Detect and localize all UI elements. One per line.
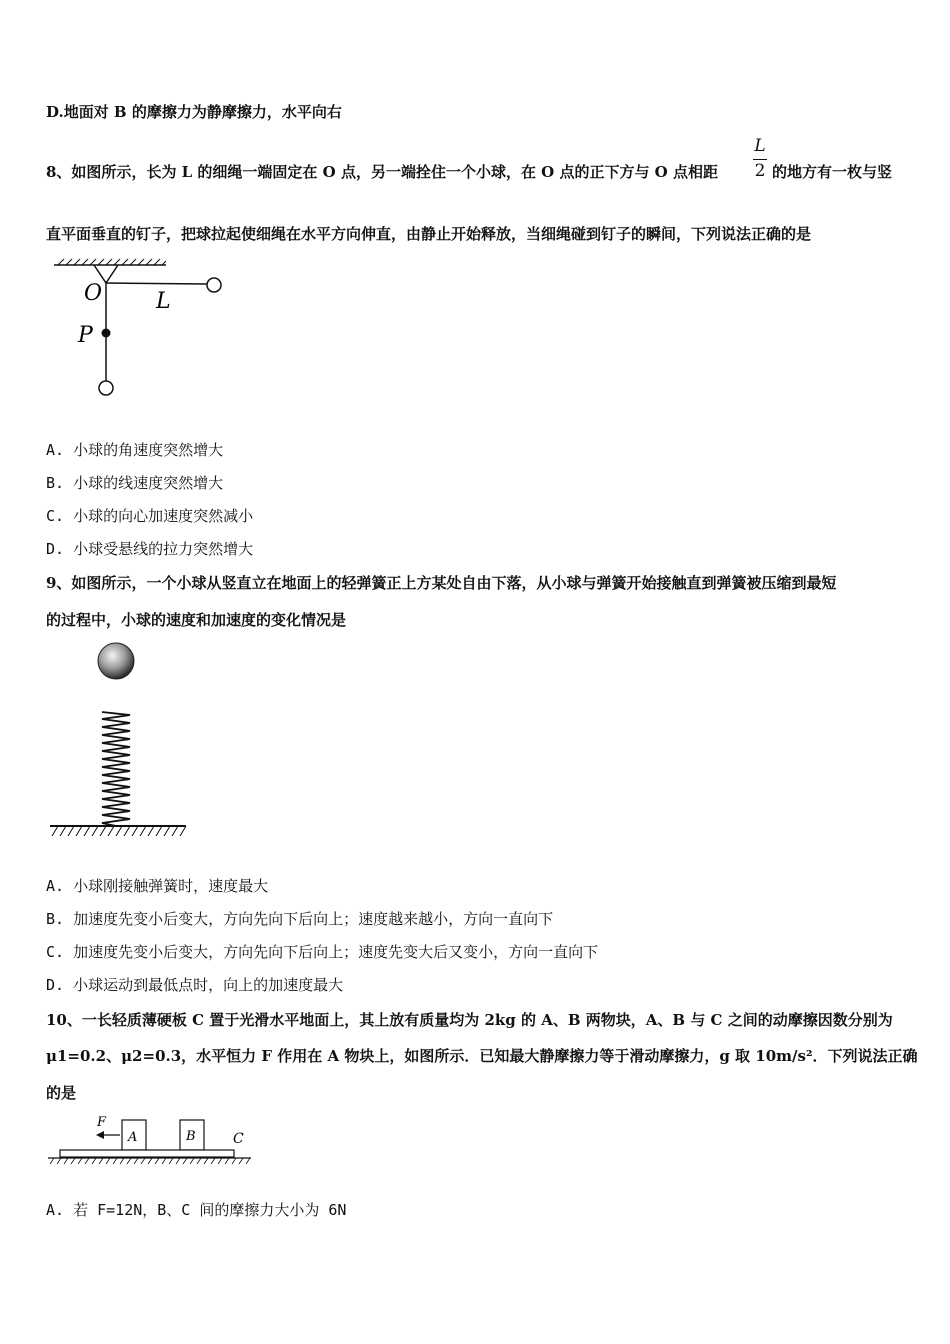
q9-stem-line1: 9、如图所示，一个小球从竖直立在地面上的轻弹簧正上方某处自由下落，从小球与弹簧开始接触直到弹簧被压缩到最短 [46,574,837,592]
q8-stem-line2: 直平面垂直的钉子，把球拉起使细绳在水平方向伸直，由静止开始释放，当细绳碰到钉子的瞬间，下列说法正确的是 [46,225,812,243]
q10-blocks-figure [46,1110,266,1170]
q8-label-o: O [84,281,103,306]
q10-label-f: F [97,1115,107,1130]
q8-stem-line1-post: 的地方有一枚与竖 [772,163,893,181]
q9-spring [102,712,130,826]
q8-fraction-numerator: L [754,136,766,156]
q8-option-b: B. 小球的线速度突然增大 [46,474,224,492]
q8-label-p: P [78,323,93,348]
q8-option-a: A. 小球的角速度突然增大 [46,441,224,459]
q8-pendulum-figure [46,255,246,405]
q10-label-c: C [233,1131,244,1147]
q8-option-c: C. 小球的向心加速度突然减小 [46,507,254,525]
q7-option-d: D.地面对 B 的摩擦力为静摩擦力，水平向右 [46,103,342,121]
q8-stem-line1-pre: 8、如图所示，长为 L 的细绳一端固定在 O 点，另一端拴住一个小球，在 O 点的正下方与 O 点相距 [46,163,718,181]
q9-ball [98,643,134,679]
q8-label-l: L [156,289,171,314]
q9-option-b: B. 加速度先变小后变大，方向先向下后向上；速度越来越小，方向一直向下 [46,910,554,928]
q8-stem-line1 [46,162,718,182]
q10-stem-line2: μ1=0.2、μ2=0.3，水平恒力 F 作用在 A 物块上，如图所示．已知最大静摩擦力等于滑动摩擦力，g 取 10m/s²．下列说法正确 [46,1047,918,1065]
q8-fraction-denominator: 2 [754,161,766,181]
q9-stem-line2: 的过程中，小球的速度和加速度的变化情况是 [46,611,347,629]
q10-label-b: B [186,1129,196,1144]
q8-fraction-bar [753,159,767,160]
q10-stem-line3: 的是 [46,1084,77,1102]
q10-board-c [60,1150,234,1157]
q10-label-a: A [128,1130,138,1145]
q9-option-c: C. 加速度先变小后变大，方向先向下后向上；速度先变大后又变小，方向一直向下 [46,943,599,961]
q9-spring-figure [46,640,196,840]
q10-stem-line1: 10、一长轻质薄硬板 C 置于光滑水平地面上，其上放有质量均为 2kg 的 A、B 两物块，A、B 与 C 之间的动摩擦因数分别为 [46,1011,893,1029]
q9-option-a: A. 小球刚接触弹簧时，速度最大 [46,877,269,895]
q8-option-d: D. 小球受悬线的拉力突然增大 [46,540,254,558]
q10-force-arrow [96,1131,104,1139]
q9-option-d: D. 小球运动到最低点时，向上的加速度最大 [46,976,344,994]
q10-option-a: A. 若 F=12N，B、C 间的摩擦力大小为 6N [46,1201,347,1219]
